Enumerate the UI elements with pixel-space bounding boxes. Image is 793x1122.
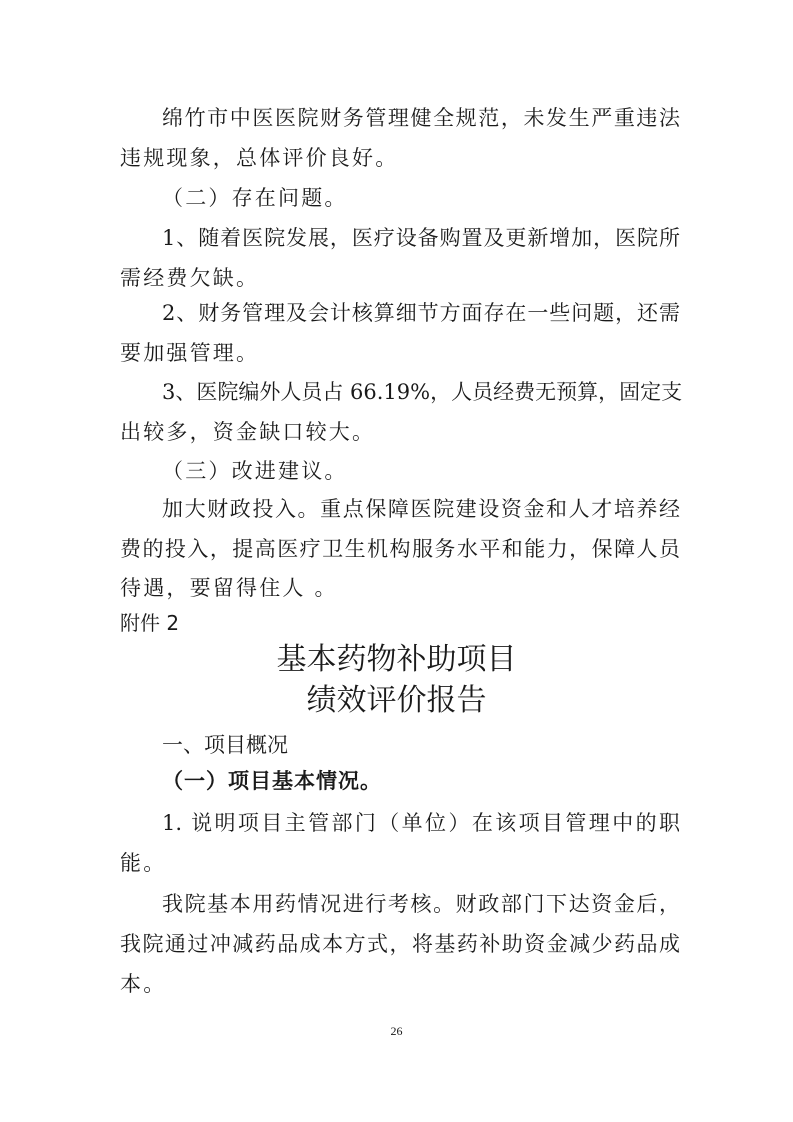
body-line: 本。: [120, 972, 167, 996]
report-title-line2: 绩效评价报告: [306, 683, 487, 718]
body-line: 1. 说明项目主管部门（单位）在该项目管理中的职: [162, 811, 680, 835]
body-line: 我院基本用药情况进行考核。财政部门下达资金后，: [162, 892, 680, 916]
body-line: 违规现象，总体评价良好。: [120, 146, 399, 170]
body-line: 待遇，要留得住人 。: [120, 576, 338, 600]
section-heading: 一、项目概况: [162, 733, 288, 757]
body-line: 要加强管理。: [120, 341, 260, 365]
body-line: 需经费欠缺。: [120, 266, 260, 290]
attachment-label: 附件 2: [120, 611, 180, 635]
report-title-line1: 基本药物补助项目: [276, 642, 517, 677]
body-line: 1、随着医院发展，医疗设备购置及更新增加，医院所: [162, 226, 680, 250]
body-line: 能。: [120, 851, 167, 875]
body-line: （二）存在问题。: [162, 186, 348, 210]
body-line: 2、财务管理及会计核算细节方面存在一些问题，还需: [162, 301, 680, 325]
body-line: 出较多，资金缺口较大。: [120, 420, 376, 444]
body-line: 绵竹市中医医院财务管理健全规范，未发生严重违法: [162, 106, 680, 130]
body-line: （三）改进建议。: [162, 459, 348, 483]
page-number: 26: [390, 1024, 403, 1038]
subsection-heading: （一）项目基本情况。: [162, 768, 382, 793]
body-line: 加大财政投入。重点保障医院建设资金和人才培养经: [162, 497, 680, 521]
body-line: 我院通过冲减药品成本方式，将基药补助资金减少药品成: [120, 932, 680, 956]
body-line: 3、医院编外人员占 66.19%，人员经费无预算，固定支: [162, 380, 683, 404]
body-line: 费的投入，提高医疗卫生机构服务水平和能力，保障人员: [120, 537, 680, 561]
